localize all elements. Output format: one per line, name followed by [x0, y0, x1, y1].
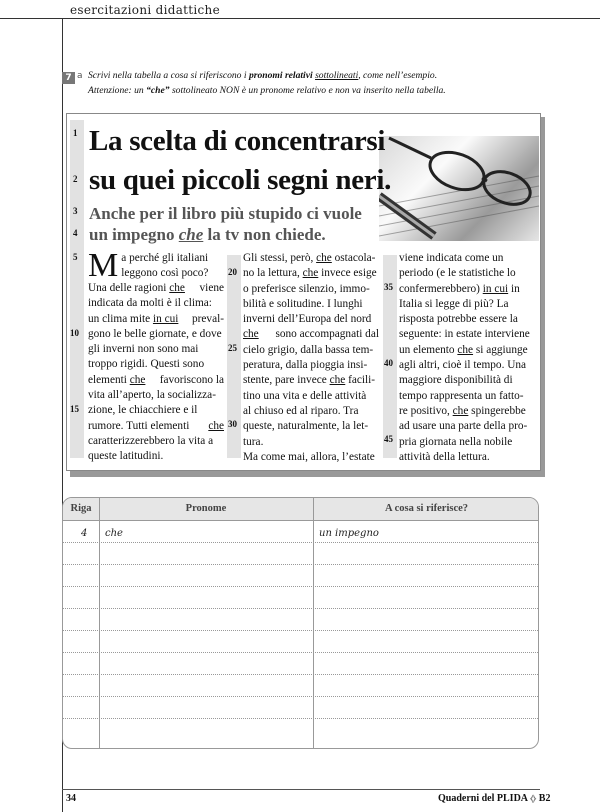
answer-table	[62, 497, 539, 749]
table-row	[63, 564, 538, 565]
line-number: 20	[228, 267, 237, 277]
book-logo-icon: ⧼⧽	[529, 793, 537, 803]
headline-line-2: su quei piccoli segni neri.	[89, 164, 392, 196]
exercise-letter: a	[77, 71, 83, 81]
line-number: 30	[228, 419, 237, 429]
footer-rule	[62, 789, 540, 790]
line-number: 15	[70, 404, 79, 414]
article-column-2: Gli stessi, però, che ostacola- no la lettura, che invece esige o preferisce silenzio, immo- bilità e solitudine. I lunghi inverni dell’Europa del nord che sono accompagnati dal cielo grigio, dalla bassa tem- peratura, dalla pioggia insi- stente, pare invece che facili- tino una vita e delle attività al chiuso ed al riparo. Tra queste, naturalmente, la let- tura. Ma come mai, allora, l’estate	[243, 252, 379, 463]
table-row	[63, 652, 538, 653]
article-column-1: M a perché gli italiani leggono così poco? Una delle ragioni che viene indicata da molti è il clima: un clima mite in cui preval- gono le belle giornate, e dove gli inverni non sono mai troppo rigidi. Questi sono elementi che favoriscono la vita all’aperto, la socializza- zione, le chiacchiere e il rumore. Tutti elementi che caratterizzerebbero la vita a queste latitudini.	[88, 247, 224, 463]
book-title: Quaderni del PLIDA ⧼⧽ B2	[438, 793, 551, 804]
table-row	[63, 586, 538, 587]
line-number: 1	[73, 128, 78, 138]
line-number: 25	[228, 343, 237, 353]
glasses-pen-image	[379, 136, 539, 241]
line-number: 3	[73, 206, 78, 216]
column-divider	[99, 498, 100, 749]
line-number: 40	[384, 358, 393, 368]
drop-cap: M	[88, 247, 119, 284]
table-row	[63, 630, 538, 631]
line-number: 5	[73, 252, 78, 262]
subheadline-line-1: Anche per il libro più stupido ci vuole	[89, 204, 362, 223]
column-header-pronome: Pronome	[185, 503, 227, 514]
article-photo	[379, 136, 539, 241]
table-row	[63, 718, 538, 719]
section-title: esercitazioni didattiche	[70, 3, 220, 17]
header-rule	[0, 18, 600, 19]
table-row	[63, 696, 538, 697]
example-pronome: che	[105, 528, 123, 539]
article-box	[66, 113, 541, 471]
table-row	[63, 542, 538, 543]
line-number: 35	[384, 282, 393, 292]
article-column-3: viene indicata come un periodo (e le statistiche lo confermerebbero) in cui in Italia si legge di più? La risposta potrebbe essere la seguente: in estate interviene un elemento che si aggiunge agli altri, cioè il tempo. Una maggiore disponibilità di tempo rappresenta un fatto- re positivo, che spingerebbe ad usare una parte della pro- pria giornata nella nobile attività della lettura.	[399, 252, 530, 463]
column-header-riga: Riga	[70, 503, 92, 514]
subheadline-line-2: un impegno che la tv non chiede.	[89, 225, 326, 244]
line-number: 2	[73, 174, 78, 184]
exercise-instructions: Scrivi nella tabella a cosa si riferiscono i pronomi relativi sottolineati, come nell’esempio. Attenzione: un “che” sottolineato NON è un pronome relativo e non va inserito nella tabella.	[88, 70, 446, 96]
line-number: 45	[384, 434, 393, 444]
page-number: 34	[66, 793, 76, 804]
headline-line-1: La scelta di concentrarsi	[89, 125, 386, 157]
table-row	[63, 608, 538, 609]
column-divider	[313, 498, 314, 749]
exercise-number-badge: 7	[62, 72, 75, 84]
example-riferimento: un impegno	[319, 528, 379, 539]
line-number: 4	[73, 228, 78, 238]
line-number: 10	[70, 328, 79, 338]
example-riga: 4	[81, 528, 88, 539]
column-header-riferimento: A cosa si riferisce?	[384, 503, 469, 514]
table-row	[63, 674, 538, 675]
